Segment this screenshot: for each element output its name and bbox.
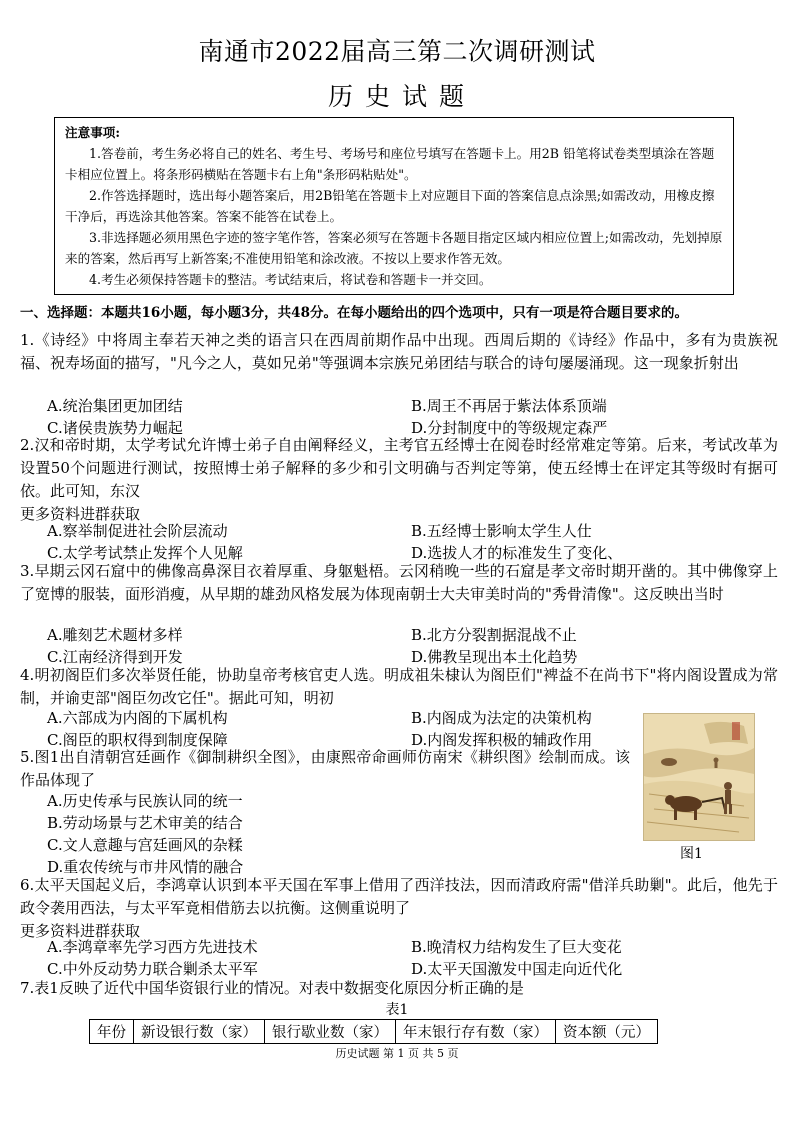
notice-item: 3.非选择题必须用黑色字迹的签字笔作答，答案必须写在答题卡各题目指定区域内相应位置上;如需改动，先划掉原来的答案，然后再写上新答案;不准使用铅笔和涂改液。不按以上要求作答无效。 bbox=[65, 230, 723, 266]
option-c: C.中外反动势力联合剿杀太平军 bbox=[47, 960, 258, 978]
question-4 bbox=[20, 664, 778, 710]
page-subtitle: 历史试题 bbox=[327, 82, 476, 111]
plowing-painting-figure bbox=[643, 713, 755, 841]
option-b: B.北方分裂割据混战不止 bbox=[411, 626, 577, 644]
option-d: D.佛教呈现出本土化趋势 bbox=[411, 648, 578, 666]
question-stem: 3.早期云冈石窟中的佛像高鼻深目衣着厚重、身躯魁梧。云冈稍晚一些的石窟是孝文帝时期开凿的。其中佛像穿上了宽博的服装，面形消瘦，从早期的雄劲风格发展为体现南朝士大夫审美时尚的"秀骨清像"。这反映出当时 bbox=[20, 562, 778, 603]
question-stem: 1.《诗经》中将周主奉若天神之类的语言只在西周前期作品中出现。西周后期的《诗经》作品中，多有为贵族祝福、祝寿场面的描写，"凡今之人，莫如兄弟"等强调本宗族兄弟团结与联合的诗句屡屡涌现。这一现象折射出 bbox=[20, 331, 778, 372]
question-7 bbox=[20, 977, 778, 1000]
notice-box bbox=[54, 117, 734, 295]
notice-item: 4.考生必须保持答题卡的整洁。考试结束后，将试卷和答题卡一并交回。 bbox=[89, 272, 492, 287]
option-b: B.五经博士影响太学生人仕 bbox=[411, 522, 592, 540]
option-a: A.李鸿章率先学习西方先进技术 bbox=[47, 938, 258, 956]
promo-note: 更多资料进群获取 bbox=[20, 505, 141, 523]
option-d: D.选拔人才的标准发生了变化、 bbox=[411, 544, 623, 562]
option-d: D.内阁发挥积极的辅政作用 bbox=[411, 731, 593, 749]
option-a: A.历史传承与民族认同的统一 bbox=[47, 792, 243, 810]
table-header-cell: 年份 bbox=[90, 1020, 134, 1044]
question-3 bbox=[20, 560, 778, 606]
table-title: 表1 bbox=[385, 1002, 409, 1018]
option-c: C.诸侯贵族势力崛起 bbox=[47, 419, 183, 437]
table-header-cell: 新设银行数（家） bbox=[134, 1020, 265, 1044]
question-stem: 2.汉和帝时期，太学考试允许博士弟子自由阐释经义，主考官五经博士在阅卷时经常难定等第。后来，考试改革为设置50个问题进行测试，按照博士弟子解释的多少和引文明确与否判定等第，使五经博士在评定其等级时有据可依。此可知，东汉 bbox=[20, 436, 778, 500]
option-b: B.晚清权力结构发生了巨大变花 bbox=[411, 938, 622, 956]
option-c: C.江南经济得到开发 bbox=[47, 648, 183, 666]
plowing-painting-illustration bbox=[644, 714, 754, 840]
table-header-row bbox=[90, 1020, 658, 1044]
data-table bbox=[89, 1019, 658, 1044]
option-c: C.文人意趣与宫廷画风的杂糅 bbox=[47, 836, 243, 854]
option-c: C.阁臣的职权得到制度保障 bbox=[47, 731, 228, 749]
table-header-cell: 年末银行存有数（家） bbox=[396, 1020, 556, 1044]
option-b: B.内阁成为法定的决策机构 bbox=[411, 709, 592, 727]
page-title: 南通市2022届高三第二次调研测试 bbox=[198, 37, 596, 66]
table-header-cell: 银行歇业数（家） bbox=[265, 1020, 396, 1044]
question-stem: 6.太平天国起义后，李鸿章认识到本平天国在军事上借用了西洋技法，因而清政府需"借洋兵助剿"。此后，他先于政令袭用西法，与太平军竟相借筋去以抗衡。这侧重说明了 bbox=[20, 876, 778, 917]
question-6 bbox=[20, 874, 778, 943]
question-2 bbox=[20, 434, 778, 526]
question-stem: 5.图1出自清朝宫廷画作《御制耕织全图》，由康熙帝命画师仿南宋《耕织图》绘制而成。该作品体现了 bbox=[20, 748, 630, 789]
option-b: B.劳动场景与艺术审美的结合 bbox=[47, 814, 243, 832]
question-stem: 7.表1反映了近代中国华资银行业的情况。对表中数据变化原因分析正确的是 bbox=[20, 979, 524, 997]
table-header-cell: 资本额（元） bbox=[556, 1020, 658, 1044]
question-1 bbox=[20, 329, 778, 375]
option-a: A.雕刻艺术题材多样 bbox=[47, 626, 183, 644]
question-stem: 4.明初阁臣们多次举贤任能，协助皇帝考核官吏人选。明成祖朱棣认为阁臣们"裨益不在尚书下"将内阁设置成为常制，并谕吏部"阁臣勿改它任"。据此可知，明初 bbox=[20, 666, 778, 707]
figure-caption: 图1 bbox=[680, 846, 703, 862]
option-a: A.统治集团更加团结 bbox=[47, 397, 183, 415]
section-title: 一、选择题：本题共16小题，每小题3分，共48分。在每小题给出的四个选项中，只有一项是符合题目要求的。 bbox=[20, 305, 688, 321]
notice-heading: 注意事项: bbox=[65, 125, 121, 140]
option-c: C.太学考试禁止发挥个人见解 bbox=[47, 544, 243, 562]
option-b: B.周王不再居于紫法体系顶端 bbox=[411, 397, 607, 415]
option-a: A.察举制促进社会阶层流动 bbox=[47, 522, 228, 540]
option-d: D.分封制度中的等级规定森严 bbox=[411, 419, 608, 437]
question-5 bbox=[20, 746, 630, 792]
notice-item: 2.作答选择题时，选出每小题答案后，用2B铅笔在答题卡上对应题目下面的答案信息点涂黑;如需改动，用橡皮擦干净后，再选涂其他答案。答案不能答在试卷上。 bbox=[65, 188, 715, 224]
option-d: D.太平天国激发中国走向近代化 bbox=[411, 960, 623, 978]
option-d: D.重农传统与市井风情的融合 bbox=[47, 858, 244, 876]
option-a: A.六部成为内阁的下属机构 bbox=[47, 709, 228, 727]
page-footer: 历史试题 第 1 页 共 5 页 bbox=[335, 1047, 459, 1060]
notice-item: 1.答卷前，考生务必将自己的姓名、考生号、考场号和座位号填写在答题卡上。用2B 铅笔将试卷类型填涂在答题卡相应位置上。将条形码横贴在答题卡右上角"条形码粘贴处"。 bbox=[65, 146, 715, 182]
promo-note: 更多资料进群获取 bbox=[20, 922, 141, 940]
